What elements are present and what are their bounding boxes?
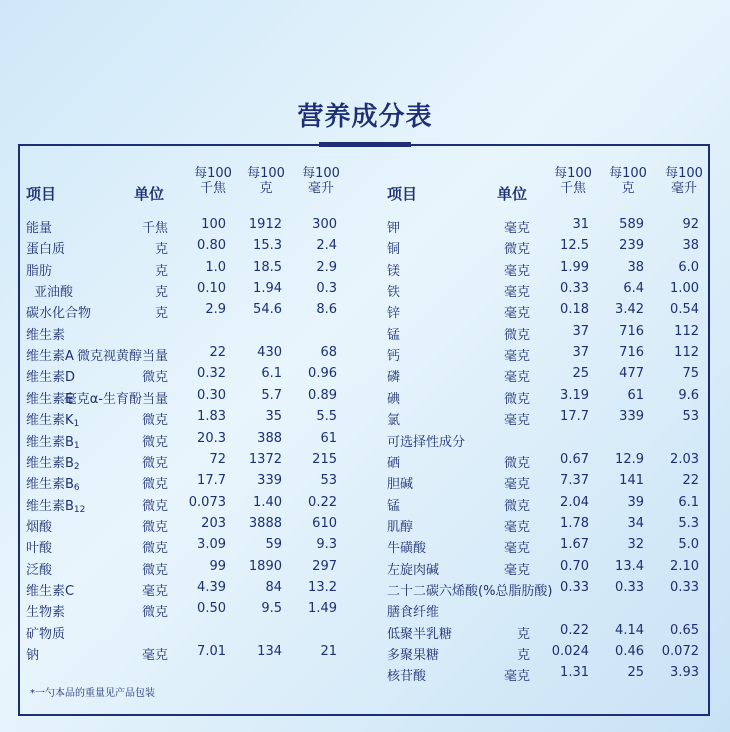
value-cell: 39 [627,494,644,510]
nutrient-name: 钾 [387,221,401,236]
unit-cell: 微克 [141,519,168,535]
value-cell: 61 [627,387,644,403]
header-per-ml: 每100 毫升 [302,166,340,196]
value-cell: 25 [572,366,589,382]
nutrient-name: 锰 [387,498,401,514]
nutrient-name: 多聚果糖 [387,648,440,663]
value-cell: 610 [312,515,337,531]
header-per-kj: 每100 千焦 [194,166,232,196]
unit-cell: 毫克α-生育酚当量 [63,391,168,407]
unit-cell: 微克 [503,455,530,471]
value-cell: 1.49 [308,601,337,617]
nutrient-subscript: 1 [73,440,80,451]
unit-cell: 毫克 [503,519,530,535]
nutrient-name: 钠 [26,648,40,663]
nutrient-name: 锰 [387,327,401,343]
unit-cell: 微克 [141,562,168,578]
value-cell: 59 [265,537,282,553]
nutrient-name: 维生素$B_1$ [26,434,80,451]
nutrient-name: 牛磺酸 [387,541,427,557]
nutrient-name: 碘 [387,391,401,407]
unit-cell: 微克视黄醇当量 [76,349,168,365]
value-cell: 13.2 [308,579,337,595]
unit-cell: 克 [154,306,168,322]
nutrient-name: 镁 [387,263,401,279]
nutrient-name: 膳食纤维 [387,605,440,621]
table-row [0,623,730,643]
value-cell: 31 [572,217,589,232]
value-cell: 203 [201,515,226,531]
nutrient-name: 碳水化合物 [26,306,92,322]
table-row [0,644,730,664]
value-cell: 18.5 [253,259,282,275]
value-cell: 0.024 [551,644,589,659]
unit-cell: 毫克 [503,477,530,493]
table-row [0,217,730,237]
table-row [0,580,730,600]
header-per-g: 每100 克 [609,166,647,196]
unit-cell: 微克 [141,477,168,493]
value-cell: 2.9 [205,302,226,318]
value-cell: 6.1 [678,494,699,510]
table-row [0,601,730,621]
value-cell: 0.33 [670,579,699,595]
unit-cell: 毫克 [503,306,530,322]
nutrient-subscript: 6 [73,483,80,494]
value-cell: 0.67 [560,451,589,467]
value-cell: 1.78 [560,515,589,531]
value-cell: 72 [209,451,226,467]
nutrient-name: 维生素C [26,583,75,599]
value-cell: 1.0 [205,259,226,275]
table-row [0,238,730,258]
table-row [0,516,730,536]
value-cell: 112 [674,345,699,361]
value-cell: 32 [627,537,644,553]
nutrient-name: 维生素A [26,349,74,365]
value-cell: 22 [682,473,699,489]
nutrient-name: 维生素E [26,391,74,407]
nutrient-name: 泛酸 [26,562,53,578]
nutrient-name: 矿物质 [26,626,66,642]
table-row [0,559,730,579]
unit-cell: 克 [516,648,530,663]
value-cell: 54.6 [253,302,282,318]
unit-cell: 毫克 [503,541,530,557]
nutrient-subscript: 1 [73,419,80,430]
table-row [0,409,730,429]
value-cell: 35 [265,409,282,425]
table-row [0,366,730,386]
unit-cell: 克 [516,626,530,642]
nutrient-name: 维生素D [26,370,76,386]
value-cell: 25 [627,665,644,681]
value-cell: 53 [682,409,699,425]
value-cell: 75 [682,366,699,382]
value-cell: 1.31 [560,665,589,681]
table-row [0,260,730,280]
unit-cell: 微克 [503,498,530,514]
value-cell: 0.33 [560,281,589,297]
nutrient-name: 胆碱 [387,477,414,493]
value-cell: 6.1 [261,366,282,382]
nutrient-name: 脂肪 [26,263,53,279]
value-cell: 3.19 [560,387,589,403]
value-cell: 8.6 [316,302,337,318]
unit-cell: 微克 [141,370,168,386]
table-row [0,473,730,493]
value-cell: 1372 [248,451,282,467]
unit-cell: 毫克 [503,263,530,279]
nutrient-name: 维生素$B_6$ [26,477,80,494]
table-row [0,665,730,685]
value-cell: 1.00 [670,281,699,297]
header-item: 项目 [26,185,57,203]
value-cell: 6.4 [623,281,644,297]
nutrient-name: 可选择性成分 [387,434,466,450]
value-cell: 0.073 [188,494,226,510]
value-cell: 297 [312,558,337,574]
value-cell: 430 [257,345,282,361]
value-cell: 239 [619,238,644,254]
value-cell: 34 [627,515,644,531]
nutrient-name: 肌醇 [387,519,414,535]
header-item: 项目 [387,185,418,203]
unit-cell: 毫克 [503,349,530,365]
value-cell: 0.80 [197,238,226,254]
value-cell: 37 [572,323,589,339]
value-cell: 21 [320,644,337,659]
unit-cell: 毫克 [503,669,530,685]
nutrient-subscript: 2 [73,461,80,472]
value-cell: 13.4 [615,558,644,574]
nutrient-name: 氯 [387,413,401,429]
nutrient-name: 维生素$K_1$ [26,413,80,430]
value-cell: 17.7 [197,473,226,489]
unit-cell: 毫克 [503,562,530,578]
title-underline [319,142,411,147]
unit-cell: 毫克 [503,221,530,236]
header-per-kj: 每100 千焦 [554,166,592,196]
value-cell: 0.89 [308,387,337,403]
value-cell: 477 [619,366,644,382]
nutrient-subscript: 12 [73,504,86,515]
value-cell: 0.32 [197,366,226,382]
value-cell: 38 [682,238,699,254]
value-cell: 2.04 [560,494,589,510]
nutrient-name: 蛋白质 [26,242,66,258]
value-cell: 1912 [248,217,282,232]
value-cell: 1.94 [253,281,282,297]
value-cell: 4.39 [197,579,226,595]
table-row [0,324,730,344]
value-cell: 388 [257,430,282,446]
nutrient-name: 左旋肉碱 [387,562,440,578]
nutrient-name: 能量 [26,221,53,236]
unit-cell: 克 [154,285,168,301]
value-cell: 3.09 [197,537,226,553]
value-cell: 1890 [248,558,282,574]
value-cell: 0.10 [197,281,226,297]
value-cell: 112 [674,323,699,339]
value-cell: 0.46 [615,644,644,659]
footnote: *一勺本品的重量见产品包装 [30,688,155,699]
table-row [0,452,730,472]
table-row [0,281,730,301]
value-cell: 9.5 [261,601,282,617]
header-per-ml: 每100 毫升 [665,166,703,196]
value-cell: 53 [320,473,337,489]
value-cell: 2.9 [316,259,337,275]
value-cell: 134 [257,644,282,659]
nutrient-name: 亚油酸 [34,285,74,301]
nutrient-name: 铜 [387,242,401,258]
value-cell: 38 [627,259,644,275]
value-cell: 92 [682,217,699,232]
unit-cell: 微克 [141,455,168,471]
value-cell: 84 [265,579,282,595]
value-cell: 100 [201,217,226,232]
unit-cell: 毫克 [503,370,530,386]
nutrient-name: 维生素$B_{12}$ [26,498,86,515]
unit-cell: 微克 [503,242,530,258]
nutrient-name: 维生素$B_2$ [26,455,80,472]
unit-cell: 毫克 [503,285,530,301]
value-cell: 68 [320,345,337,361]
value-cell: 3.93 [670,665,699,681]
value-cell: 1.67 [560,537,589,553]
value-cell: 99 [209,558,226,574]
unit-cell: 克 [154,242,168,258]
table-row [0,537,730,557]
table-row [0,431,730,451]
value-cell: 2.4 [316,238,337,254]
value-cell: 0.96 [308,366,337,382]
value-cell: 5.3 [678,515,699,531]
value-cell: 0.22 [560,622,589,638]
table-row [0,388,730,408]
nutrient-name: 二十二碳六烯酸(%总脂肪酸) [387,583,553,599]
value-cell: 0.65 [670,622,699,638]
unit-cell: 微克 [141,434,168,450]
table-row [0,302,730,322]
value-cell: 716 [619,323,644,339]
value-cell: 1.40 [253,494,282,510]
unit-cell: 微克 [141,413,168,429]
value-cell: 589 [619,217,644,232]
value-cell: 0.33 [560,579,589,595]
unit-cell: 微克 [503,391,530,407]
header-unit: 单位 [134,185,165,203]
unit-cell: 毫克 [503,413,530,429]
value-cell: 141 [619,473,644,489]
nutrient-name: 维生素 [26,327,66,343]
unit-cell: 克 [154,263,168,279]
value-cell: 3.42 [615,302,644,318]
value-cell: 1.83 [197,409,226,425]
unit-cell: 微克 [141,541,168,557]
value-cell: 12.9 [615,451,644,467]
unit-cell: 微克 [141,605,168,621]
value-cell: 4.14 [615,622,644,638]
nutrient-name: 硒 [387,455,401,471]
unit-cell: 微克 [503,327,530,343]
unit-cell: 毫克 [141,583,168,599]
value-cell: 0.54 [670,302,699,318]
value-cell: 0.3 [316,281,337,297]
nutrient-name: 磷 [387,370,401,386]
value-cell: 9.6 [678,387,699,403]
nutrient-name: 锌 [387,306,401,322]
value-cell: 7.37 [560,473,589,489]
nutrient-name: 低聚半乳糖 [387,626,453,642]
value-cell: 22 [209,345,226,361]
value-cell: 6.0 [678,259,699,275]
header-per-g: 每100 克 [247,166,285,196]
value-cell: 215 [312,451,337,467]
nutrient-name: 核苷酸 [387,669,427,685]
value-cell: 339 [619,409,644,425]
value-cell: 9.3 [316,537,337,553]
nutrient-name: 生物素 [26,605,66,621]
value-cell: 716 [619,345,644,361]
value-cell: 1.99 [560,259,589,275]
unit-cell: 毫克 [141,648,168,663]
table-row [0,345,730,365]
page-title: 营养成分表 [297,102,433,132]
nutrient-name: 铁 [387,285,401,301]
value-cell: 7.01 [197,644,226,659]
value-cell: 61 [320,430,337,446]
header-unit: 单位 [497,185,528,203]
value-cell: 5.0 [678,537,699,553]
value-cell: 300 [312,217,337,232]
table-row [0,495,730,515]
nutrient-name: 叶酸 [26,541,53,557]
value-cell: 0.18 [560,302,589,318]
value-cell: 2.03 [670,451,699,467]
value-cell: 15.3 [253,238,282,254]
value-cell: 3888 [248,515,282,531]
value-cell: 339 [257,473,282,489]
unit-cell: 千焦 [141,221,168,236]
nutrient-name: 烟酸 [26,519,53,535]
nutrient-name: 钙 [387,349,401,365]
value-cell: 0.30 [197,387,226,403]
value-cell: 37 [572,345,589,361]
value-cell: 0.072 [661,644,699,659]
value-cell: 12.5 [560,238,589,254]
unit-cell: 微克 [141,498,168,514]
value-cell: 0.22 [308,494,337,510]
value-cell: 5.7 [261,387,282,403]
value-cell: 20.3 [197,430,226,446]
value-cell: 17.7 [560,409,589,425]
value-cell: 0.33 [615,579,644,595]
value-cell: 5.5 [316,409,337,425]
value-cell: 0.70 [560,558,589,574]
value-cell: 0.50 [197,601,226,617]
value-cell: 2.10 [670,558,699,574]
